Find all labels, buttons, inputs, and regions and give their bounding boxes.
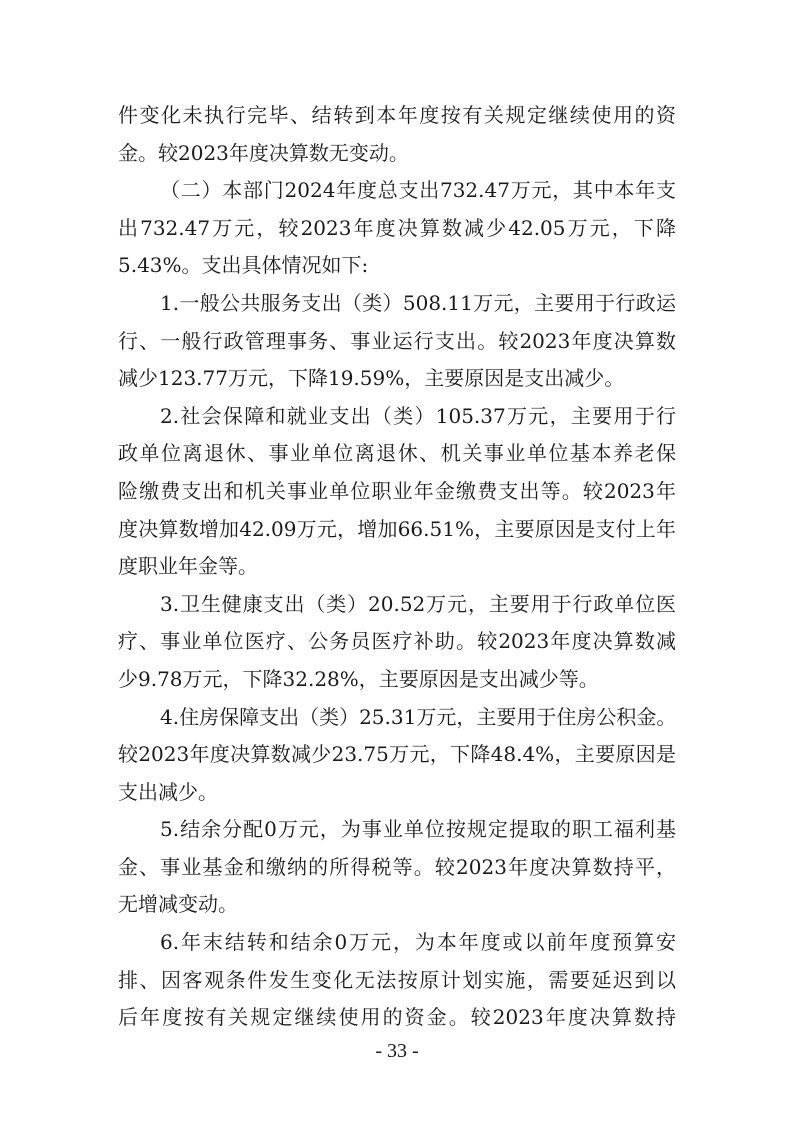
body-text: [118, 97, 676, 1037]
text-line: 1.一般公共服务支出（类）508.11万元，主要用于行政运: [160, 290, 676, 315]
text-line: 3.卫生健康支出（类）20.52万元，主要用于行政单位医: [160, 591, 676, 616]
text-line: 金、事业基金和缴纳的所得税等。较2023年度决算数持平，: [118, 854, 676, 879]
text-line: 4.住房保障支出（类）25.31万元，主要用于住房公积金。: [160, 704, 676, 729]
text-line: （二）本部门2024年度总支出732.47万元，其中本年支: [160, 178, 676, 203]
text-line: 金。较2023年度决算数无变动。: [118, 140, 409, 165]
text-line: 行、一般行政管理事务、事业运行支出。较2023年度决算数: [118, 328, 676, 353]
page-number: - 33 -: [375, 1040, 419, 1062]
text-line: 5.43%。支出具体情况如下:: [118, 253, 369, 278]
text-line: 少9.78万元，下降32.28%，主要原因是支出减少等。: [118, 666, 599, 691]
text-line: 2.社会保障和就业支出（类）105.37万元，主要用于行: [160, 403, 676, 428]
text-line: 出732.47万元，较2023年度决算数减少42.05万元，下降: [118, 215, 676, 240]
text-line: 险缴费支出和机关事业单位职业年金缴费支出等。较2023年: [118, 478, 676, 503]
text-line: 疗、事业单位医疗、公务员医疗补助。较2023年度决算数减: [118, 629, 676, 654]
text-line: 无增减变动。: [118, 892, 238, 917]
text-line: 度职业年金等。: [118, 554, 258, 579]
text-line: 支出减少。: [118, 779, 218, 804]
text-line: 6.年末结转和结余0万元，为本年度或以前年度预算安: [160, 930, 676, 955]
text-line: 排、因客观条件发生变化无法按原计划实施，需要延迟到以: [118, 967, 676, 992]
text-line: 较2023年度决算数减少23.75万元，下降48.4%，主要原因是: [118, 742, 676, 767]
text-line: 政单位离退休、事业单位离退休、机关事业单位基本养老保: [118, 441, 676, 466]
text-line: 件变化未执行完毕、结转到本年度按有关规定继续使用的资: [118, 103, 676, 127]
text-line: 后年度按有关规定继续使用的资金。较2023年度决算数持: [118, 1005, 676, 1030]
text-line: 度决算数增加42.09万元，增加66.51%，主要原因是支付上年: [118, 516, 676, 541]
text-line: 5.结余分配0万元，为事业单位按规定提取的职工福利基: [160, 817, 676, 842]
text-line: 减少123.77万元，下降19.59%，主要原因是支出减少。: [118, 366, 625, 391]
